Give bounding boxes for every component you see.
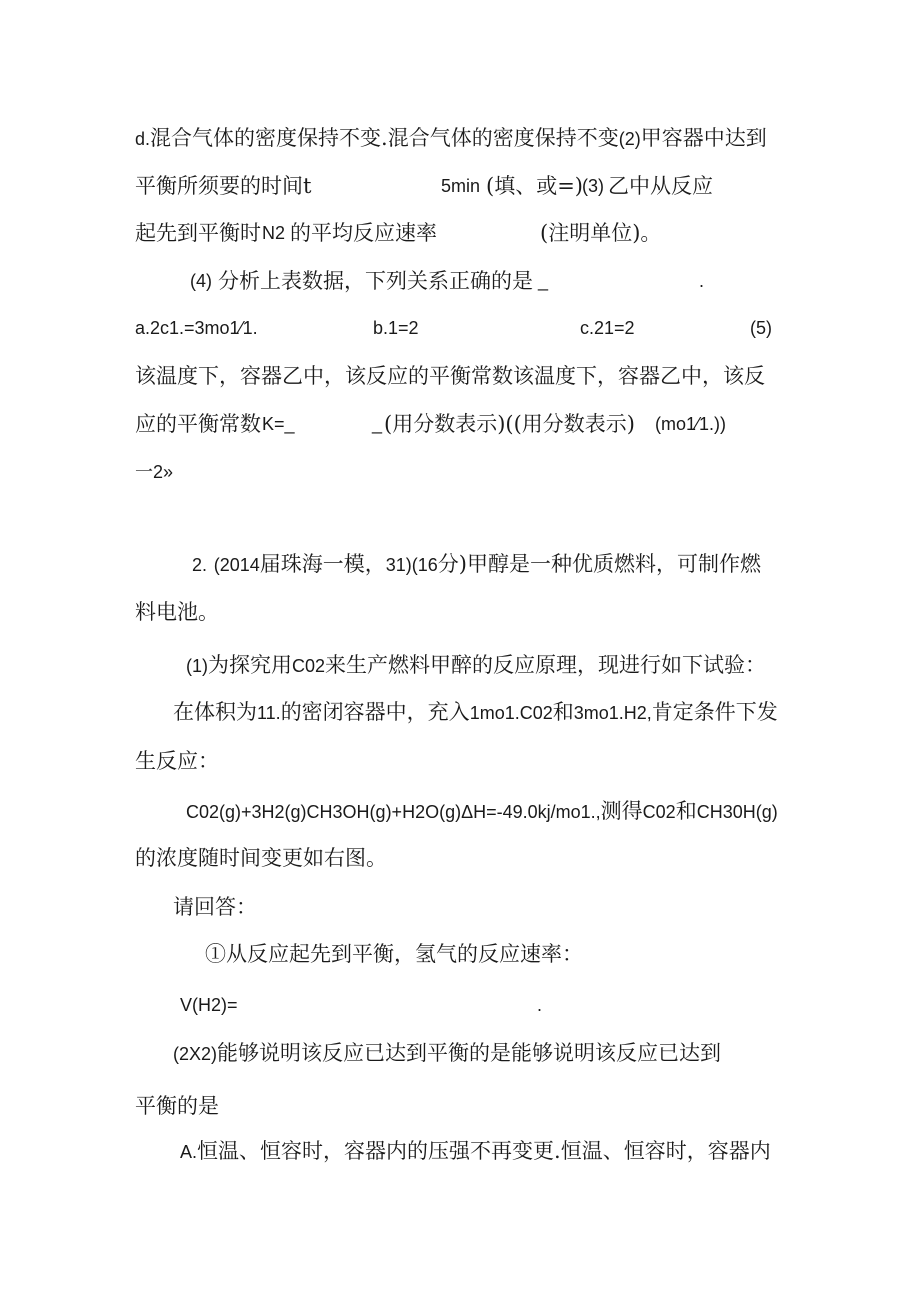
option-b: b.1=2 [373, 318, 419, 338]
text-line-6: 该温度下，容器乙中，该反应的平衡常数该温度下，容器乙中，该反 [135, 364, 765, 388]
question-2-header: 2. (2014届珠海一模，31)(16分)甲醇是一种优质燃料，可制作燃 [192, 552, 761, 576]
text-line-12: 在体积为11.的密闭容器中，充入1mo1.C02和3mo1.H2,肯定条件下发 [173, 700, 778, 724]
option-c: c.21=2 [580, 318, 635, 338]
text-line-11: (1)为探究用C02来生产燃料甲醉的反应原理，现进行如下试验： [186, 653, 767, 677]
text-line-20: 平衡的是 [135, 1094, 219, 1118]
text-line-17: ①从反应起先到平衡，氢气的反应速率： [205, 942, 583, 966]
option-d-label: d. [135, 129, 151, 149]
option-a: a.2c1.=3mo1⁄1. [135, 318, 258, 338]
text-line-16: 请回答： [173, 895, 257, 919]
text-line-1: d.混合气体的密度保持不变.混合气体的密度保持不变(2)甲容器中达到 [135, 126, 767, 150]
text-line-21: A.恒温、恒容时，容器内的压强不再变更.恒温、恒容时，容器内 [180, 1139, 771, 1163]
text-line-8: 一2» [135, 462, 174, 482]
text-line-15: 的浓度随时间变更如右图。 [135, 846, 387, 870]
text-line-19: (2X2)能够说明该反应已达到平衡的是能够说明该反应已达到 [173, 1041, 722, 1065]
text-line-13: 生反应： [135, 749, 219, 773]
reaction-equation: C02(g)+3H2(g)CH3OH(g)+H2O(g)ΔH=-49.0kj/mo1.,测得C02和CH30H(g) [186, 799, 778, 823]
text-line-10: 料电池。 [135, 600, 219, 624]
